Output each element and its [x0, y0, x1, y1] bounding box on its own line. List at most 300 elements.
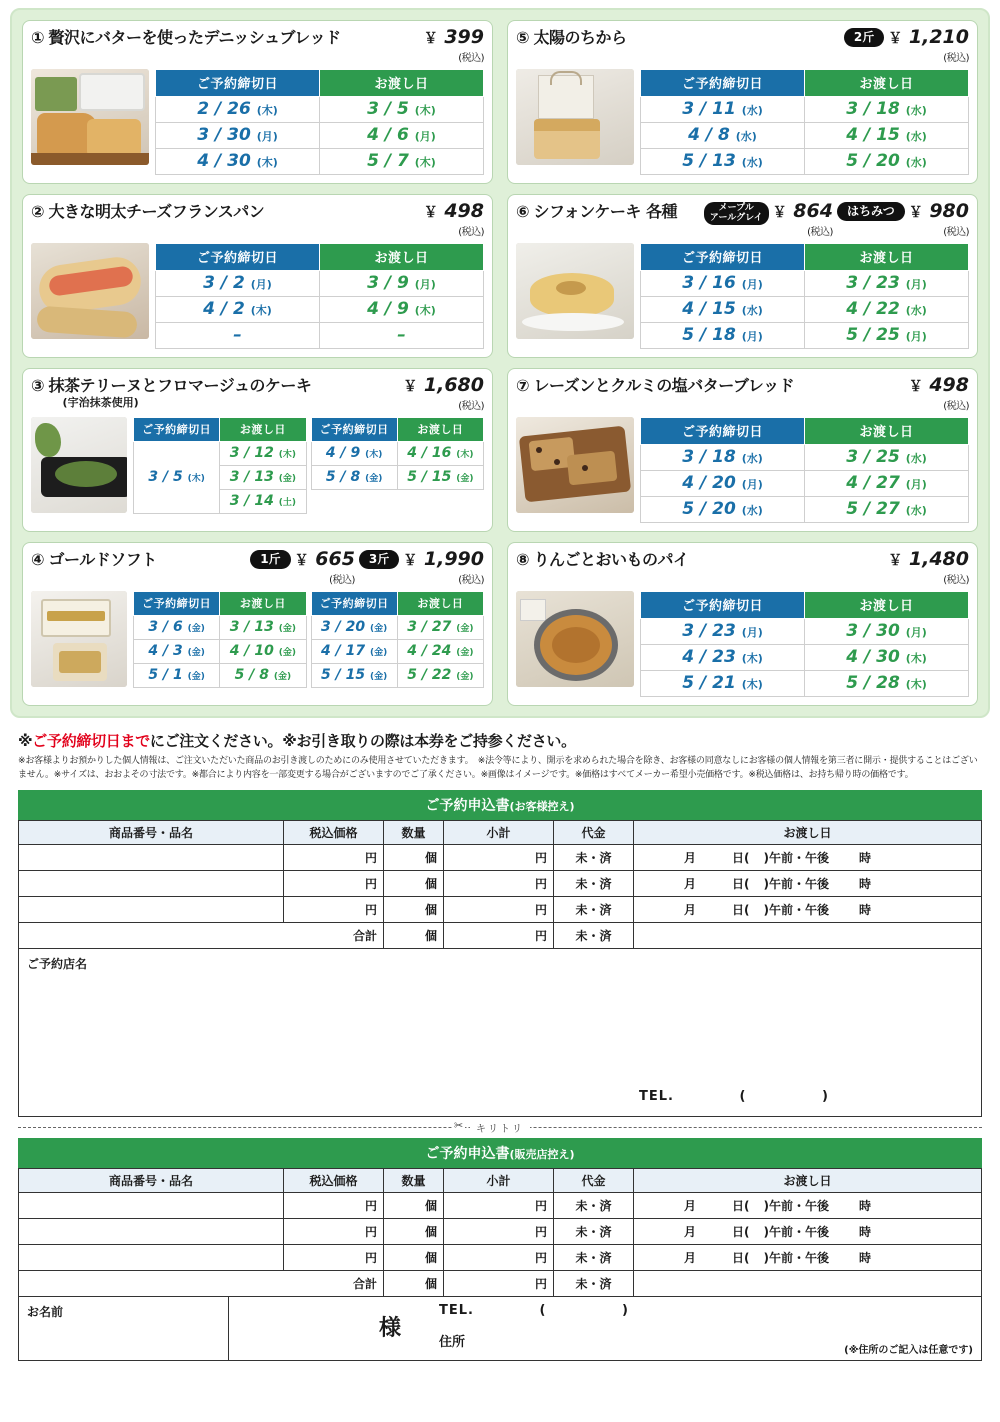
product-price-area — [888, 549, 969, 586]
order-handover-cell[interactable]: 月 日( )午前・午後 時 — [634, 1219, 982, 1245]
product-card-8 — [507, 542, 978, 706]
product-price: ￥ 1,680 — [403, 374, 484, 396]
schedule-header-handover: お渡し日 — [220, 592, 306, 616]
product-badge-1: 1斤 — [250, 550, 290, 569]
order-payment-cell[interactable]: 未・済 — [554, 1245, 634, 1271]
notice-red-text: ご予約締切日まで — [32, 732, 150, 750]
order-shop-heading-text: ご予約申込書 — [425, 1146, 510, 1162]
notice-main-rest: にご注文ください。※お引き取りの際は本券をご持参ください。 — [149, 732, 576, 750]
store-tel-paren-left: ( — [739, 1089, 747, 1104]
schedule-header-handover: お渡し日 — [320, 244, 484, 271]
customer-name-box — [18, 1297, 982, 1361]
product-card-2 — [22, 194, 493, 358]
product-header — [31, 27, 484, 64]
handover-cell: 4 / 9 (木) — [320, 297, 484, 323]
order-column-header: 税込価格 — [284, 821, 384, 845]
product-tax-note: (税込) — [458, 53, 484, 64]
product-card-5 — [507, 20, 978, 184]
product-card-3 — [22, 368, 493, 532]
product-header — [31, 549, 484, 586]
schedule-table — [133, 591, 307, 688]
product-price: ￥ 498 — [908, 374, 969, 396]
order-handover-cell[interactable]: 月 日( )午前・午後 時 — [634, 1193, 982, 1219]
order-total-label: 合計 — [19, 1271, 384, 1297]
product-price-area — [424, 27, 484, 64]
address-optional-note: (※住所のご記入は任意です) — [844, 1345, 973, 1356]
order-total-row[interactable] — [19, 923, 982, 949]
order-column-header: 商品番号・品名 — [19, 1169, 284, 1193]
product-header — [31, 375, 484, 412]
handover-cell: 5 / 20 (水) — [805, 149, 969, 175]
product-body — [516, 69, 969, 175]
order-subtotal-cell[interactable]: 円 — [444, 845, 554, 871]
deadline-cell: 4 / 2 (木) — [156, 297, 320, 323]
order-total-qty[interactable]: 個 — [384, 1271, 444, 1297]
order-price-cell[interactable]: 円 — [284, 845, 384, 871]
order-payment-cell[interactable]: 未・済 — [554, 1219, 634, 1245]
deadline-cell: 5 / 8 (金) — [311, 466, 397, 490]
order-total-subtotal[interactable]: 円 — [444, 1271, 554, 1297]
order-row[interactable] — [19, 871, 982, 897]
handover-cell: 5 / 28 (木) — [805, 671, 969, 697]
schedule-header-deadline: ご予約締切日 — [641, 70, 805, 97]
handover-cell: 3 / 12 (木) — [220, 442, 306, 466]
product-price-1: ￥ 864 — [772, 200, 833, 222]
customer-tel-paren-right: ) — [622, 1303, 629, 1318]
order-subtotal-cell[interactable]: 円 — [444, 1219, 554, 1245]
schedule-row — [311, 442, 484, 466]
product-price-area — [250, 549, 484, 586]
product-tax-note: (税込) — [943, 575, 969, 586]
customer-tel-paren-left: ( — [539, 1303, 547, 1318]
deadline-cell: 3 / 18 (水) — [641, 445, 805, 471]
schedule-table — [640, 69, 969, 175]
order-subtotal-cell[interactable]: 円 — [444, 1193, 554, 1219]
handover-cell: 5 / 15 (金) — [397, 466, 483, 490]
product-body — [516, 591, 969, 697]
deadline-cell: 5 / 21 (木) — [641, 671, 805, 697]
notice-fineprint: ※お客様よりお預かりした個人情報は、ご注文いただいた商品のお引き渡しのためにのみ使用させていただきます。 ※法令等により、開示を求められた場合を除き、お客様の同意なしにお客様の個人情報を第三者に開示・提供することはございません。※サイズは、おおよその寸法です。※都合により内容を一部変更する場合がございますのでご了承ください。※画像はイメージです。※価格はすべてメーカー希望小売価格です。※税込価格は、お持ち帰り時の価格です。 — [18, 756, 978, 780]
schedule-row — [156, 297, 484, 323]
handover-cell: 3 / 5 (木) — [320, 97, 484, 123]
product-subtitle: (宇治抹茶使用) — [62, 396, 139, 410]
order-item-cell[interactable] — [19, 1245, 284, 1271]
product-title: ゴールドソフト — [48, 550, 157, 569]
product-schedule-tables — [640, 243, 969, 349]
product-schedule-tables — [133, 591, 484, 688]
schedule-row — [134, 442, 307, 466]
product-schedule-tables — [640, 591, 969, 697]
product-tax-note-2: (税込) — [458, 575, 484, 586]
deadline-cell: 2 / 26 (木) — [156, 97, 320, 123]
schedule-row — [641, 671, 969, 697]
order-subtotal-cell[interactable]: 円 — [444, 1245, 554, 1271]
product-schedule-tables — [640, 69, 969, 175]
order-total-label: 合計 — [19, 923, 384, 949]
deadline-cell: 5 / 1 (金) — [134, 664, 220, 688]
product-number: ⑦ — [516, 376, 530, 395]
taiyou-no-chikara-photo — [516, 69, 634, 165]
order-item-cell[interactable] — [19, 1219, 284, 1245]
deadline-cell: 4 / 9 (木) — [311, 442, 397, 466]
product-number: ⑤ — [516, 28, 530, 47]
schedule-row — [156, 97, 484, 123]
order-column-header: 小計 — [444, 1169, 554, 1193]
order-price-cell[interactable]: 円 — [284, 897, 384, 923]
order-shop-heading-sub: (販売店控え) — [509, 1148, 575, 1161]
schedule-row — [311, 640, 484, 664]
schedule-row — [156, 323, 484, 349]
schedule-table — [311, 417, 485, 490]
product-schedule-tables — [155, 69, 484, 175]
handover-cell: 5 / 8 (金) — [220, 664, 306, 688]
deadline-cell: 3 / 20 (金) — [311, 616, 397, 640]
schedule-table — [155, 69, 484, 175]
deadline-cell: 4 / 17 (金) — [311, 640, 397, 664]
order-payment-cell[interactable]: 未・済 — [554, 845, 634, 871]
product-price: ￥ 498 — [423, 200, 484, 222]
deadline-cell: 5 / 20 (水) — [641, 497, 805, 523]
order-payment-cell[interactable]: 未・済 — [554, 897, 634, 923]
customer-tel-label: TEL. — [439, 1303, 474, 1318]
deadline-cell: 3 / 30 (月) — [156, 123, 320, 149]
order-price-cell[interactable]: 円 — [284, 1219, 384, 1245]
product-number: ③ — [31, 376, 45, 395]
notice-block — [18, 730, 982, 782]
handover-cell: 3 / 18 (水) — [805, 97, 969, 123]
schedule-row — [134, 640, 307, 664]
handover-cell: 4 / 24 (金) — [397, 640, 483, 664]
product-price-2: ￥ 1,990 — [403, 548, 484, 570]
product-body — [31, 69, 484, 175]
schedule-row — [641, 97, 969, 123]
schedule-row — [641, 123, 969, 149]
product-title: りんごとおいものパイ — [533, 550, 689, 569]
schedule-row — [641, 497, 969, 523]
schedule-row — [641, 645, 969, 671]
product-tax-note: (税込) — [458, 227, 484, 238]
deadline-cell: 3 / 6 (金) — [134, 616, 220, 640]
product-price-2: ￥ 980 — [908, 200, 969, 222]
deadline-cell: 3 / 23 (月) — [641, 619, 805, 645]
product-tax-note: (税込) — [943, 401, 969, 412]
product-tax-note: (税込) — [943, 53, 969, 64]
schedule-header-handover: お渡し日 — [805, 244, 969, 271]
product-schedule-tables — [155, 243, 484, 349]
handover-cell: 5 / 25 (月) — [805, 323, 969, 349]
order-form-shop — [18, 1138, 982, 1361]
handover-cell: – — [320, 323, 484, 349]
products-panel — [10, 8, 990, 718]
schedule-header-handover: お渡し日 — [397, 418, 483, 442]
handover-cell: 4 / 6 (月) — [320, 123, 484, 149]
product-price-area — [424, 201, 484, 238]
order-total-payment[interactable]: 未・済 — [554, 923, 634, 949]
product-badge-2: 3斤 — [359, 550, 399, 569]
customer-contact-cell[interactable] — [229, 1297, 981, 1360]
schedule-row — [134, 664, 307, 688]
product-title: レーズンとクルミの塩バターブレッド — [533, 376, 795, 395]
deadline-cell: 4 / 20 (月) — [641, 471, 805, 497]
product-body — [31, 243, 484, 349]
handover-cell: 3 / 27 (金) — [397, 616, 483, 640]
order-qty-cell[interactable]: 個 — [384, 1193, 444, 1219]
product-price-area — [909, 375, 969, 412]
deadline-cell: 5 / 15 (金) — [311, 664, 397, 688]
product-number: ⑥ — [516, 202, 530, 221]
schedule-row — [311, 466, 484, 490]
customer-address-label: 住所 — [439, 1335, 466, 1350]
schedule-row — [641, 471, 969, 497]
product-badge: 2斤 — [844, 28, 884, 47]
product-title: 抹茶テリーヌとフロマージュのケーキ — [48, 376, 312, 395]
order-handover-cell[interactable]: 月 日( )午前・午後 時 — [634, 845, 982, 871]
order-shop-table — [18, 1168, 982, 1297]
schedule-row — [134, 616, 307, 640]
store-tel-label: TEL. — [639, 1089, 674, 1104]
schedule-row — [641, 323, 969, 349]
deadline-cell: 3 / 5 (木) — [134, 442, 220, 514]
product-number: ① — [31, 28, 45, 47]
order-qty-cell[interactable]: 個 — [384, 845, 444, 871]
product-card-1 — [22, 20, 493, 184]
order-price-cell[interactable]: 円 — [284, 1193, 384, 1219]
schedule-header-handover: お渡し日 — [397, 592, 483, 616]
product-title: 太陽のちから — [533, 28, 627, 47]
handover-cell: 4 / 16 (木) — [397, 442, 483, 466]
order-column-header: 商品番号・品名 — [19, 821, 284, 845]
order-qty-cell[interactable]: 個 — [384, 897, 444, 923]
order-item-cell[interactable] — [19, 871, 284, 897]
matcha-terrine-photo — [31, 417, 127, 513]
product-title: 贅沢にバターを使ったデニッシュブレッド — [48, 28, 341, 47]
order-row[interactable] — [19, 1219, 982, 1245]
order-row[interactable] — [19, 1245, 982, 1271]
product-price: ￥ 1,210 — [888, 26, 969, 48]
deadline-cell: 4 / 3 (金) — [134, 640, 220, 664]
handover-cell: 3 / 30 (月) — [805, 619, 969, 645]
product-title: 大きな明太チーズフランスパン — [48, 202, 265, 221]
schedule-header-handover: お渡し日 — [805, 592, 969, 619]
schedule-header-deadline: ご予約締切日 — [134, 592, 220, 616]
deadline-cell: 3 / 11 (水) — [641, 97, 805, 123]
schedule-header-deadline: ご予約締切日 — [311, 592, 397, 616]
chiffon-cake-photo — [516, 243, 634, 339]
schedule-header-deadline: ご予約締切日 — [134, 418, 220, 442]
schedule-header-deadline: ご予約締切日 — [156, 244, 320, 271]
handover-cell: 5 / 7 (木) — [320, 149, 484, 175]
order-column-header: お渡し日 — [634, 1169, 982, 1193]
reservation-store-label: ご予約店名 — [27, 957, 88, 971]
order-shop-heading — [18, 1138, 982, 1168]
deadline-cell: 5 / 18 (月) — [641, 323, 805, 349]
product-schedule-tables — [640, 417, 969, 523]
order-item-cell[interactable] — [19, 1193, 284, 1219]
order-qty-cell[interactable]: 個 — [384, 1245, 444, 1271]
schedule-header-deadline: ご予約締切日 — [641, 418, 805, 445]
schedule-row — [156, 123, 484, 149]
product-tax-note-1: (税込) — [807, 227, 833, 238]
schedule-row — [641, 445, 969, 471]
order-column-header: 代金 — [554, 821, 634, 845]
order-total-row[interactable] — [19, 1271, 982, 1297]
apple-sweetpotato-pie-photo — [516, 591, 634, 687]
order-qty-cell[interactable]: 個 — [384, 1219, 444, 1245]
store-tel-paren-right: ) — [822, 1089, 829, 1104]
product-header — [31, 201, 484, 238]
product-body — [516, 243, 969, 349]
cut-line-label: キリトリ — [470, 1120, 530, 1135]
product-number: ⑧ — [516, 550, 530, 569]
product-price: ￥ 1,480 — [888, 548, 969, 570]
schedule-row — [641, 149, 969, 175]
handover-cell: 3 / 13 (金) — [220, 466, 306, 490]
order-column-header: 税込価格 — [284, 1169, 384, 1193]
product-body — [31, 417, 484, 514]
schedule-table — [133, 417, 307, 514]
customer-name-label-cell[interactable] — [19, 1297, 229, 1360]
order-row[interactable] — [19, 845, 982, 871]
product-card-7 — [507, 368, 978, 532]
product-number: ② — [31, 202, 45, 221]
order-total-payment[interactable]: 未・済 — [554, 1271, 634, 1297]
schedule-header-handover: お渡し日 — [320, 70, 484, 97]
deadline-cell: 3 / 16 (月) — [641, 271, 805, 297]
notice-mark: ※ — [18, 732, 33, 750]
notice-main — [18, 730, 982, 751]
handover-cell: 3 / 23 (月) — [805, 271, 969, 297]
order-customer-table — [18, 820, 982, 949]
deadline-cell: 3 / 2 (月) — [156, 271, 320, 297]
order-item-cell[interactable] — [19, 897, 284, 923]
schedule-header-handover: お渡し日 — [805, 418, 969, 445]
order-column-header: 代金 — [554, 1169, 634, 1193]
product-header — [516, 375, 969, 412]
deadline-cell: 4 / 8 (水) — [641, 123, 805, 149]
deadline-cell: 4 / 15 (水) — [641, 297, 805, 323]
product-badge-2: はちみつ — [837, 202, 905, 221]
product-header — [516, 27, 969, 64]
handover-cell: 3 / 13 (金) — [220, 616, 306, 640]
schedule-header-handover: お渡し日 — [220, 418, 306, 442]
product-schedule-tables — [133, 417, 484, 514]
product-header — [516, 201, 969, 238]
schedule-table — [640, 243, 969, 349]
schedule-header-handover: お渡し日 — [805, 70, 969, 97]
order-payment-cell[interactable]: 未・済 — [554, 1193, 634, 1219]
product-price: ￥ 399 — [423, 26, 484, 48]
handover-cell: 3 / 14 (土) — [220, 490, 306, 514]
handover-cell: 4 / 30 (木) — [805, 645, 969, 671]
schedule-table — [311, 591, 485, 688]
order-column-header: 数量 — [384, 821, 444, 845]
product-price-area — [704, 201, 969, 238]
schedule-row — [641, 297, 969, 323]
order-row[interactable] — [19, 1193, 982, 1219]
danish-bread-photo — [31, 69, 149, 165]
raisin-walnut-bread-photo — [516, 417, 634, 513]
product-body — [31, 591, 484, 688]
deadline-cell: 5 / 13 (水) — [641, 149, 805, 175]
store-tel-line — [639, 1089, 829, 1104]
order-total-qty[interactable]: 個 — [384, 923, 444, 949]
order-form-customer — [18, 790, 982, 1117]
product-tax-note: (税込) — [458, 401, 484, 412]
handover-cell: 5 / 22 (金) — [397, 664, 483, 688]
sama-suffix: 様 — [379, 1316, 402, 1341]
customer-tel-line — [439, 1303, 629, 1318]
order-handover-cell[interactable]: 月 日( )午前・午後 時 — [634, 1245, 982, 1271]
order-total-subtotal[interactable]: 円 — [444, 923, 554, 949]
product-price-1: ￥ 665 — [294, 548, 355, 570]
order-qty-cell[interactable]: 個 — [384, 871, 444, 897]
order-subtotal-cell[interactable]: 円 — [444, 897, 554, 923]
product-body — [516, 417, 969, 523]
order-total-blank — [634, 923, 982, 949]
deadline-cell: 4 / 23 (木) — [641, 645, 805, 671]
schedule-row — [311, 616, 484, 640]
order-handover-cell[interactable]: 月 日( )午前・午後 時 — [634, 871, 982, 897]
handover-cell: 4 / 22 (水) — [805, 297, 969, 323]
order-price-cell[interactable]: 円 — [284, 871, 384, 897]
order-column-header: 数量 — [384, 1169, 444, 1193]
schedule-row — [156, 149, 484, 175]
product-number: ④ — [31, 550, 45, 569]
schedule-header-deadline: ご予約締切日 — [156, 70, 320, 97]
product-card-6 — [507, 194, 978, 358]
order-item-cell[interactable] — [19, 845, 284, 871]
handover-cell: 3 / 25 (水) — [805, 445, 969, 471]
order-subtotal-cell[interactable]: 円 — [444, 871, 554, 897]
product-tax-note-1: (税込) — [329, 575, 355, 586]
order-price-cell[interactable]: 円 — [284, 1245, 384, 1271]
reservation-store-box[interactable] — [18, 949, 982, 1117]
order-customer-heading — [18, 790, 982, 820]
schedule-row — [641, 619, 969, 645]
schedule-header-deadline: ご予約締切日 — [641, 592, 805, 619]
order-payment-cell[interactable]: 未・済 — [554, 871, 634, 897]
product-title: シフォンケーキ 各種 — [533, 202, 677, 221]
mentai-cheese-france-photo — [31, 243, 149, 339]
schedule-table — [640, 591, 969, 697]
order-handover-cell[interactable]: 月 日( )午前・午後 時 — [634, 897, 982, 923]
gold-soft-photo — [31, 591, 127, 687]
schedule-table — [155, 243, 484, 349]
schedule-row — [156, 271, 484, 297]
deadline-cell: 4 / 30 (木) — [156, 149, 320, 175]
customer-name-label: お名前 — [27, 1305, 64, 1319]
product-price-area — [403, 375, 484, 412]
scissors-icon: ✂ — [454, 1119, 464, 1132]
handover-cell: 3 / 9 (月) — [320, 271, 484, 297]
deadline-cell: – — [156, 323, 320, 349]
cut-line — [18, 1119, 982, 1135]
product-price-area — [844, 27, 969, 64]
order-row[interactable] — [19, 897, 982, 923]
order-customer-heading-sub: (お客様控え) — [509, 800, 575, 813]
handover-cell: 4 / 15 (水) — [805, 123, 969, 149]
schedule-header-deadline: ご予約締切日 — [311, 418, 397, 442]
product-tax-note-2: (税込) — [943, 227, 969, 238]
product-header — [516, 549, 969, 586]
order-customer-heading-text: ご予約申込書 — [425, 798, 510, 814]
order-total-blank — [634, 1271, 982, 1297]
product-badge-1: メープル アールグレイ — [704, 202, 769, 225]
schedule-table — [640, 417, 969, 523]
order-column-header: お渡し日 — [634, 821, 982, 845]
schedule-row — [641, 271, 969, 297]
handover-cell: 4 / 27 (月) — [805, 471, 969, 497]
